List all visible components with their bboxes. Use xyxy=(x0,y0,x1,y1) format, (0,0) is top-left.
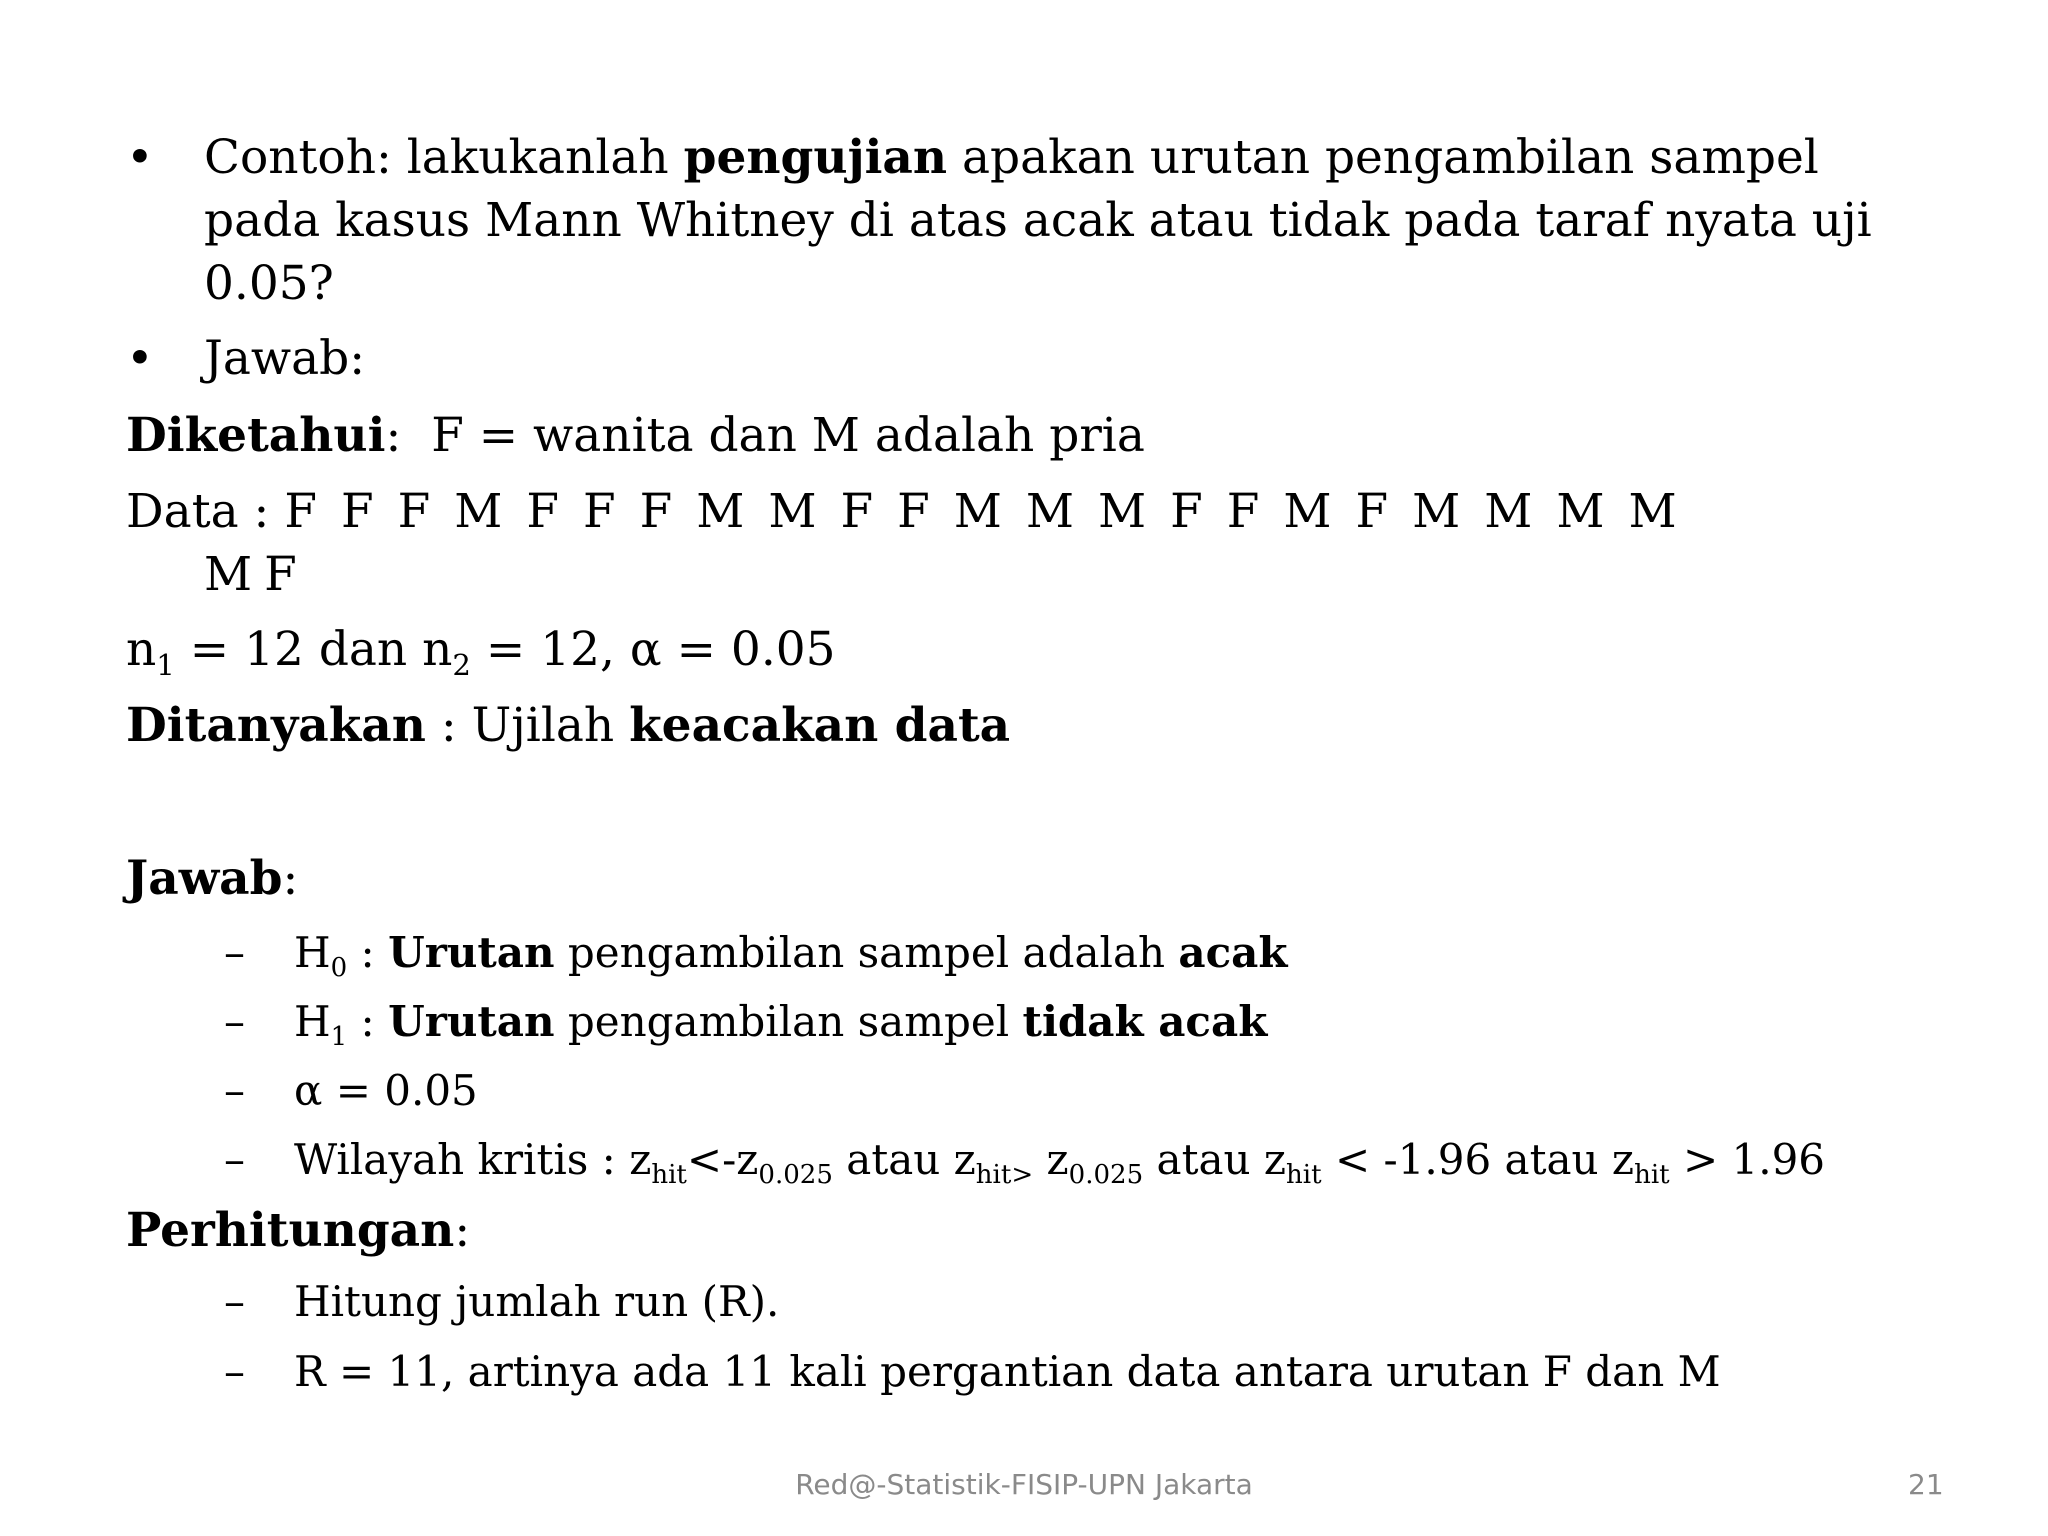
data-token: M xyxy=(1097,484,1147,539)
subscript: 2 xyxy=(452,648,471,683)
text-segment: > 1.96 xyxy=(1669,1135,1826,1184)
text-segment: H xyxy=(294,997,331,1046)
subscript: hit xyxy=(1634,1160,1670,1191)
data-sequence-row2 xyxy=(204,543,2004,606)
hypothesis-h0 xyxy=(294,923,1944,983)
text-segment: = 12, xyxy=(470,622,630,677)
subscript: 1 xyxy=(156,648,175,683)
text-segment: z xyxy=(1033,1135,1069,1184)
footer-credit: Red@-Statistik-FISIP-UPN Jakarta xyxy=(795,1468,1253,1501)
example-question-line1 xyxy=(204,126,1904,189)
text-segment: z xyxy=(1611,1135,1635,1184)
data-token: F xyxy=(264,547,297,602)
text-segment: apakan urutan pengambilan sampel xyxy=(947,130,1819,185)
data-tokens xyxy=(204,547,297,602)
subscript: hit xyxy=(651,1160,687,1191)
data-token: M xyxy=(1556,484,1605,539)
data-token: M xyxy=(1484,484,1533,539)
text-segment: atau xyxy=(1143,1135,1264,1184)
bold-term: keacakan data xyxy=(629,698,1011,753)
alpha-symbol: α xyxy=(629,622,662,677)
data-token: M xyxy=(768,484,817,539)
text-segment: atau xyxy=(832,1135,954,1184)
data-token: F xyxy=(397,484,431,539)
example-question-line2: pada kasus Mann Whitney di atas acak atau tidak pada taraf nyata uji xyxy=(204,193,1872,248)
data-token: M xyxy=(204,547,253,602)
data-token: M xyxy=(1628,484,1677,539)
bold-term: tidak acak xyxy=(1022,997,1268,1046)
data-token: F xyxy=(1170,484,1203,539)
text-segment: : xyxy=(347,997,389,1046)
text-segment: < -1.96 atau xyxy=(1321,1135,1612,1184)
data-token: F xyxy=(1355,484,1389,539)
text-segment: = 12 dan xyxy=(174,622,423,677)
perhitungan-item-2: R = 11, artinya ada 11 kali pergantian data antara urutan F dan M xyxy=(294,1347,1721,1396)
data-token: M xyxy=(454,484,503,539)
data-token: M xyxy=(1283,484,1332,539)
diketahui-line xyxy=(126,404,1926,467)
data-token: F xyxy=(639,484,673,539)
data-token: F xyxy=(897,484,930,539)
jawab-label: Jawab xyxy=(126,851,283,906)
subscript: 0 xyxy=(330,953,348,984)
data-token: M xyxy=(1025,484,1074,539)
subscript: 1 xyxy=(330,1022,348,1053)
data-tokens xyxy=(284,484,1676,539)
example-question-line3: 0.05? xyxy=(204,256,334,311)
dash-marker: – xyxy=(224,997,245,1046)
subscript: hit xyxy=(1286,1160,1322,1191)
dash-marker: – xyxy=(224,1347,245,1396)
text-segment: Contoh: lakukanlah xyxy=(204,130,684,185)
text-segment: <-z xyxy=(686,1135,759,1184)
diketahui-label: Diketahui xyxy=(126,408,386,463)
data-token: M xyxy=(696,484,745,539)
alpha-symbol: α xyxy=(294,1066,323,1115)
text-segment: z xyxy=(629,1135,652,1184)
text-segment: Wilayah kritis : xyxy=(294,1135,630,1184)
bullet-marker: • xyxy=(126,331,154,386)
data-token: F xyxy=(340,484,374,539)
bold-term: Urutan xyxy=(388,928,555,977)
sample-sizes-line xyxy=(126,618,1926,681)
text-segment: : Ujilah xyxy=(425,698,630,753)
data-token: M xyxy=(1412,484,1461,539)
dash-marker: – xyxy=(224,1135,245,1184)
subscript: 0.025 xyxy=(1068,1160,1144,1191)
text-segment: : xyxy=(282,851,299,906)
data-token: F xyxy=(840,484,874,539)
significance-level xyxy=(294,1061,1944,1121)
data-token: F xyxy=(582,484,616,539)
bullet-marker: • xyxy=(126,130,154,185)
text-segment: = 0.05 xyxy=(661,622,836,677)
bold-term: acak xyxy=(1178,928,1288,977)
text-segment: z xyxy=(953,1135,976,1184)
text-segment: pengambilan sampel adalah xyxy=(554,928,1179,977)
data-sequence-row1 xyxy=(126,480,1926,543)
text-segment: : xyxy=(454,1203,471,1258)
critical-region xyxy=(294,1130,1944,1190)
subscript: 0.025 xyxy=(758,1160,833,1191)
dash-marker: – xyxy=(224,1277,245,1326)
text-segment: : xyxy=(385,408,402,463)
text-segment: : xyxy=(347,928,389,977)
hypothesis-h1 xyxy=(294,992,1944,1052)
diketahui-text: F = wanita dan M adalah pria xyxy=(431,408,1145,463)
data-token: F xyxy=(284,484,317,539)
ditanyakan-line xyxy=(126,694,1926,757)
answer-heading-bullet: Jawab: xyxy=(204,331,366,386)
text-segment: = 0.05 xyxy=(322,1066,478,1115)
perhitungan-heading xyxy=(126,1199,1926,1262)
dash-marker: – xyxy=(224,928,245,977)
dash-marker: – xyxy=(224,1066,245,1115)
ditanyakan-label: Ditanyakan xyxy=(126,698,426,753)
perhitungan-label: Perhitungan xyxy=(126,1203,455,1258)
slide-number: 21 xyxy=(1908,1468,1944,1501)
data-label: Data : xyxy=(126,484,270,539)
jawab-heading xyxy=(126,847,1926,910)
text-segment: H xyxy=(294,928,331,977)
bold-term-pengujian: pengujian xyxy=(683,130,948,185)
text-segment: n xyxy=(422,622,453,677)
data-token: F xyxy=(1226,484,1260,539)
data-token: M xyxy=(953,484,1002,539)
bold-term: Urutan xyxy=(388,997,555,1046)
text-segment: n xyxy=(126,622,157,677)
perhitungan-item-1: Hitung jumlah run (R). xyxy=(294,1277,780,1326)
text-segment: pengambilan sampel xyxy=(554,997,1023,1046)
data-token: F xyxy=(526,484,559,539)
subscript: hit> xyxy=(975,1160,1034,1191)
text-segment: z xyxy=(1263,1135,1287,1184)
